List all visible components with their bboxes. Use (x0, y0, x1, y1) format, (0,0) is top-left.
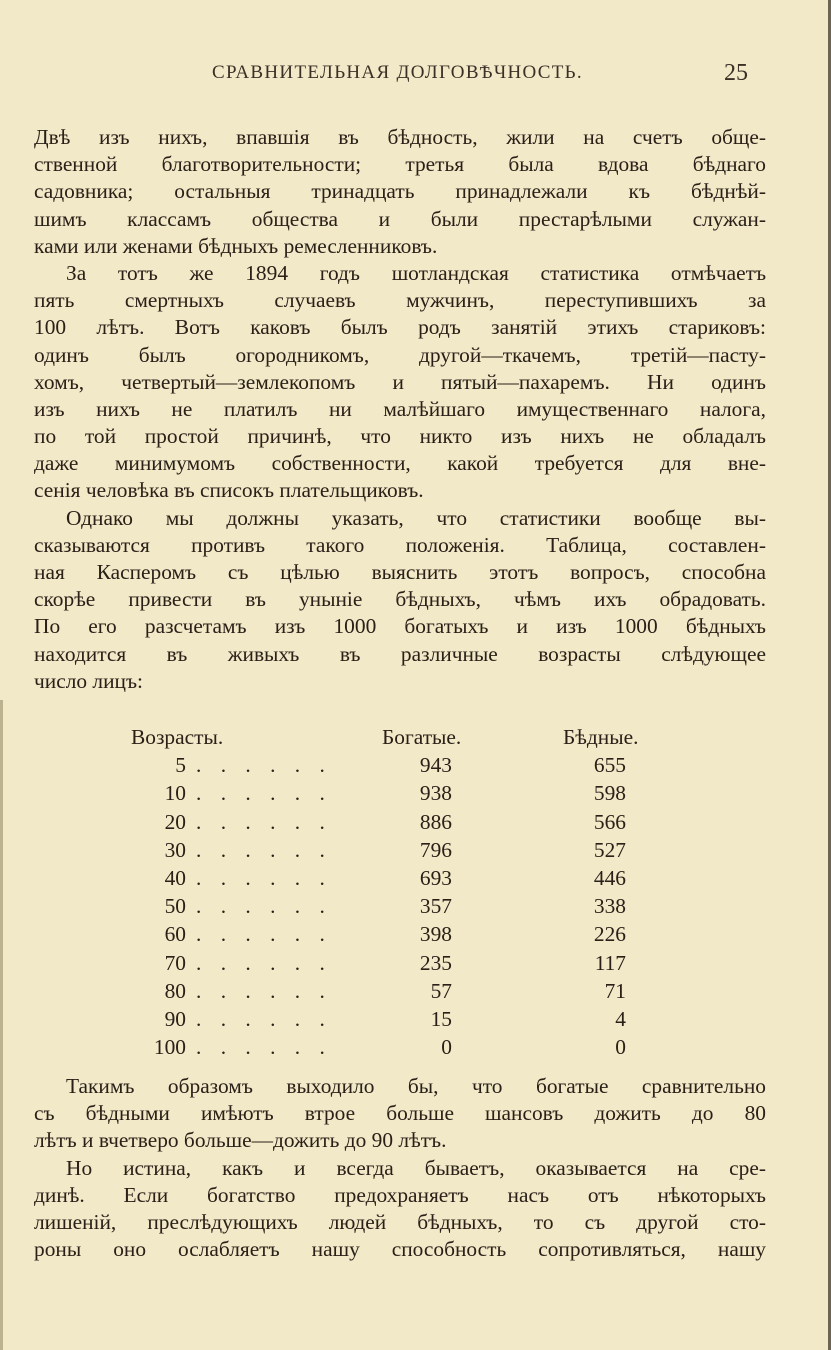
text-line: Но истина, какъ и всегда бываетъ, оказывается на сре- (66, 1155, 766, 1180)
leader-dots: . . . . . . (196, 753, 332, 778)
table-row (34, 979, 766, 1007)
table-row (34, 922, 766, 950)
leader-dots: . . . . . . (196, 950, 332, 975)
leader-dots: . . . . . . (196, 1035, 332, 1060)
age-cell: 10 (164, 781, 186, 806)
text-line: хомъ, четвертый—землекопомъ и пятый—пахаремъ. Ни одинъ (34, 369, 766, 394)
leader-dots: . . . . . . (196, 865, 332, 890)
text-line: сенія человѣка въ списокъ плательщиковъ. (34, 478, 424, 503)
poor-value-cell: 0 (615, 1035, 626, 1060)
rich-value-cell: 398 (419, 922, 452, 947)
text-line: динѣ. Если богатство предохраняетъ насъ отъ нѣкоторыхъ (34, 1182, 766, 1207)
text-line: шимъ классамъ общества и были престарѣлыми служан- (34, 206, 766, 231)
table-row (34, 781, 766, 809)
running-title: СРАВНИТЕЛЬНАЯ ДОЛГОВѢЧНОСТЬ. (212, 62, 583, 83)
text-line: даже минимумомъ собственности, какой требуется для вне- (34, 451, 766, 476)
text-line: одинъ былъ огородникомъ, другой—ткачемъ, третій—пасту- (34, 342, 766, 367)
poor-value-cell: 598 (593, 781, 626, 806)
poor-value-cell: 566 (593, 809, 626, 834)
body-text-after-table (34, 1073, 766, 1263)
rich-value-cell: 357 (419, 894, 452, 919)
leader-dots: . . . . . . (196, 922, 332, 947)
text-line: изъ нихъ не платилъ ни малѣйшаго имущественнаго налога, (34, 396, 766, 421)
rich-value-cell: 0 (441, 1035, 452, 1060)
text-line: 100 лѣтъ. Вотъ каковъ былъ родъ занятій этихъ стариковъ: (34, 315, 766, 340)
column-header-poor: Бѣдные. (563, 725, 639, 749)
text-line: роны оно ослабляетъ нашу способность сопротивляться, нашу (34, 1237, 766, 1262)
age-cell: 100 (153, 1035, 186, 1060)
table-row (34, 866, 766, 894)
table-body (34, 753, 766, 1063)
table-row (34, 951, 766, 979)
text-line: сказываются противъ такого положенія. Таблица, составлен- (34, 532, 766, 557)
table-row (34, 894, 766, 922)
rich-value-cell: 57 (430, 978, 452, 1003)
poor-value-cell: 71 (604, 978, 626, 1003)
text-line: лѣтъ и вчетверо больше—дожить до 90 лѣтъ. (34, 1128, 447, 1153)
rich-value-cell: 693 (419, 865, 452, 890)
page-edge-left (0, 700, 3, 1350)
text-line: Двѣ изъ нихъ, впавшія въ бѣдность, жили на счетъ обще- (34, 125, 766, 149)
text-line: по той простой причинѣ, что никто изъ нихъ не обладалъ (34, 424, 766, 449)
poor-value-cell: 527 (593, 837, 626, 862)
text-line: лишеній, преслѣдующихъ людей бѣдныхъ, то съ другой сто- (34, 1209, 766, 1234)
text-line: съ бѣдными имѣютъ втрое больше шансовъ дожить до 80 (34, 1101, 766, 1126)
leader-dots: . . . . . . (196, 1006, 332, 1031)
age-cell: 90 (164, 1006, 186, 1031)
rich-value-cell: 938 (419, 781, 452, 806)
age-cell: 50 (164, 894, 186, 919)
table-row (34, 810, 766, 838)
page-number: 25 (724, 60, 748, 86)
text-line: ная Касперомъ съ цѣлью выяснить этотъ вопросъ, способна (34, 560, 766, 584)
age-cell: 60 (164, 922, 186, 947)
text-line: ственной благотворительности; третья была вдова бѣднаго (34, 152, 766, 177)
text-line: ками или женами бѣдныхъ ремесленниковъ. (34, 233, 438, 258)
table-row (34, 838, 766, 866)
age-cell: 20 (164, 809, 186, 834)
column-header-rich: Богатые. (382, 725, 462, 749)
text-line: Однако мы должны указать, что статистики вообще вы- (66, 505, 766, 530)
text-line: число лицъ: (34, 668, 143, 693)
text-line: За тотъ же 1894 годъ шотландская статистика отмѣчаетъ (66, 260, 766, 285)
table-row (34, 753, 766, 781)
rich-value-cell: 796 (419, 837, 452, 862)
poor-value-cell: 226 (593, 922, 626, 947)
poor-value-cell: 446 (593, 865, 626, 890)
text-line: По его разсчетамъ изъ 1000 богатыхъ и изъ 1000 бѣдныхъ (34, 614, 766, 639)
leader-dots: . . . . . . (196, 978, 332, 1003)
text-line: садовника; остальныя тринадцать принадлежали къ бѣднѣй- (34, 179, 766, 204)
column-header-age: Возрасты. (131, 725, 224, 749)
table-row (34, 1035, 766, 1063)
text-line: пять смертныхъ случаевъ мужчинъ, переступившихъ за (34, 288, 766, 313)
age-cell: 40 (164, 865, 186, 890)
poor-value-cell: 655 (593, 753, 626, 778)
rich-value-cell: 235 (419, 950, 452, 975)
rich-value-cell: 886 (419, 809, 452, 834)
age-cell: 30 (164, 837, 186, 862)
table-header (34, 725, 766, 753)
leader-dots: . . . . . . (196, 809, 332, 834)
age-cell: 5 (175, 753, 186, 778)
text-line: находится въ живыхъ въ различные возрасты слѣдующее (34, 641, 766, 666)
leader-dots: . . . . . . (196, 837, 332, 862)
text-line: Такимъ образомъ выходило бы, что богатые сравнительно (66, 1074, 766, 1098)
poor-value-cell: 117 (594, 950, 626, 975)
poor-value-cell: 4 (615, 1006, 626, 1031)
survival-table (34, 725, 766, 1063)
poor-value-cell: 338 (593, 894, 626, 919)
rich-value-cell: 15 (430, 1006, 452, 1031)
running-header (0, 60, 831, 90)
age-cell: 70 (164, 950, 186, 975)
age-cell: 80 (164, 978, 186, 1003)
text-line: скорѣе привести въ уныніе бѣдныхъ, чѣмъ ихъ обрадовать. (34, 587, 766, 612)
leader-dots: . . . . . . (196, 894, 332, 919)
body-text-before-table (34, 124, 766, 695)
table-row (34, 1007, 766, 1035)
leader-dots: . . . . . . (196, 781, 332, 806)
rich-value-cell: 943 (419, 753, 452, 778)
